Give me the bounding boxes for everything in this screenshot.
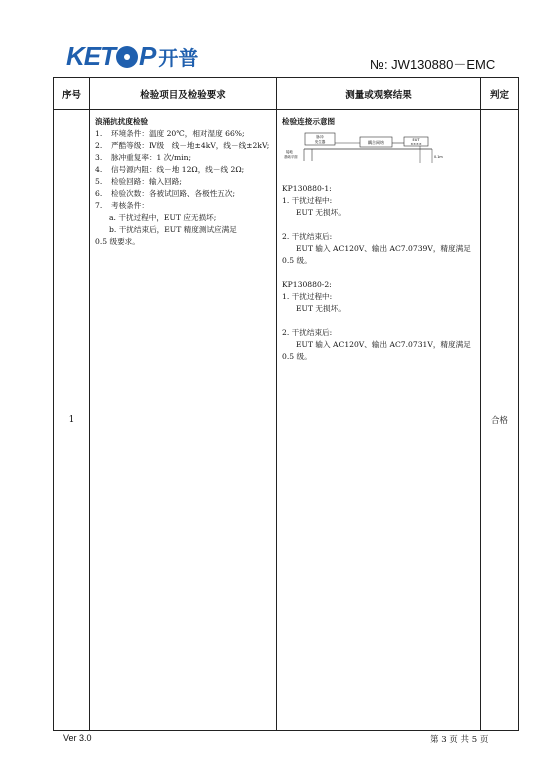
during-label: 1. 干扰过程中: (282, 196, 333, 205)
during-label: 1. 干扰过程中: (282, 292, 333, 301)
test-title: 浪涌抗扰度检验 (95, 117, 149, 126)
ground-label: 接地 (286, 150, 293, 154)
list-item: 7. 考核条件： (95, 201, 149, 210)
sub-item: b. 干扰结束后，EUT 精度测试应满足 (109, 225, 237, 234)
sub-item: a. 干扰过程中，EUT 应无损坏; (109, 213, 217, 222)
after-label: 2. 干扰结束后: (282, 232, 333, 241)
after-text: EUT 输入 AC120V、输出 AC7.0739V，精度满足 0.5 级。 (282, 244, 471, 265)
svg-text:发生器: 发生器 (314, 140, 326, 144)
after-text: EUT 输入 AC120V、输出 AC7.0731V，精度满足 0.5 级。 (282, 340, 471, 361)
version: Ver 3.0 (63, 733, 92, 743)
header-row (54, 78, 519, 110)
col-verdict: 判定 (481, 78, 519, 110)
list-item: 3. 脉冲重复率：1 次/min; (95, 153, 192, 162)
list-item: 5. 检验回路：输入回路; (95, 177, 182, 186)
requirement-tail: 0.5 级要求。 (95, 237, 140, 246)
list-item: 1. 环境条件：温度 20℃，相对湿度 66%; (95, 129, 245, 138)
table-row (54, 110, 519, 731)
results-cell (277, 110, 481, 731)
logo-text: KET (66, 40, 115, 71)
sample-id: KP130880-1: (282, 184, 332, 193)
page-number: 第 3 页 共 5 页 (430, 735, 489, 745)
col-requirements: 检验项目及检验要求 (90, 78, 277, 110)
col-seq: 序号 (54, 78, 90, 110)
logo-o-mark (116, 46, 138, 68)
ketop-logo (66, 40, 198, 72)
during-text: EUT 无损坏。 (296, 208, 346, 217)
row-seq: 1 (54, 110, 90, 731)
after-label: 2. 干扰结束后: (282, 328, 333, 337)
logo-chinese: 开普 (158, 45, 199, 70)
during-text: EUT 无损坏。 (296, 304, 346, 313)
eut-label: EUT (412, 138, 420, 142)
generator-label: 脉冲 (316, 135, 324, 139)
logo-text-tail: P (139, 40, 156, 71)
document-number: №: JW130880－EMC (370, 57, 496, 72)
col-results: 测量或观察结果 (277, 78, 481, 110)
verdict: 合格 (481, 110, 519, 731)
sample-id: KP130880-2: (282, 280, 332, 289)
requirements-cell (90, 110, 277, 731)
inspection-table (53, 77, 519, 731)
svg-text:基础平面: 基础平面 (284, 155, 298, 159)
svg-text:××××: ×××× (410, 142, 422, 146)
connection-diagram (282, 131, 447, 171)
height-label: 0.1m (434, 155, 443, 159)
list-item: 6. 检验次数：各被试回路、各极性五次; (95, 189, 236, 198)
list-item: 2. 严酷等级：Ⅳ级 线－地±4kV，线－线±2kV; (95, 141, 270, 150)
coupling-label: 耦合网络 (368, 140, 384, 145)
diagram-title: 检验连接示意图 (282, 117, 336, 126)
list-item: 4. 信号源内阻：线－地 12Ω，线－线 2Ω; (95, 165, 245, 174)
